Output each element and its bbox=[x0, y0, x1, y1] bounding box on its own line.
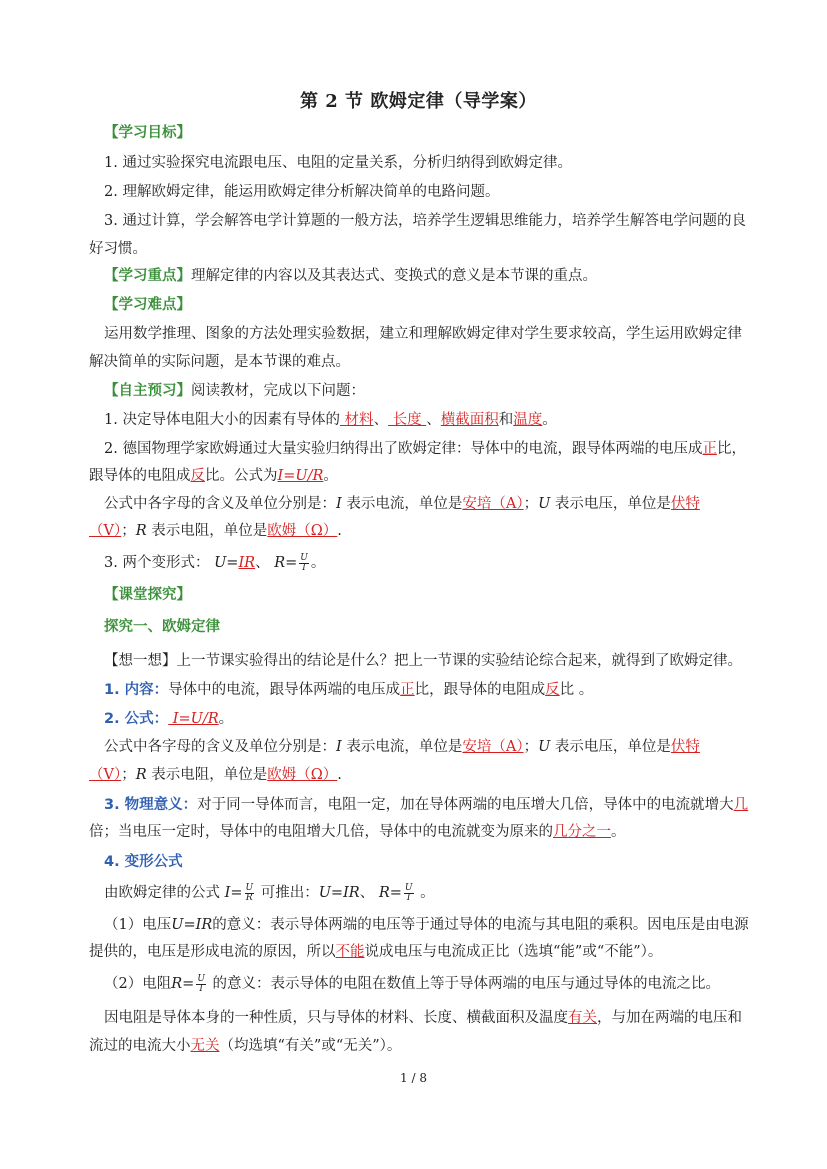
key-text: 理解定律的内容以及其表达式、变换式的意义是本节课的重点。 bbox=[191, 268, 597, 284]
think-paragraph: 【想一想】上一节课实验得出的结论是什么？把上一节课的实验结论综合起来，就得到了欧姆定律。 bbox=[104, 653, 742, 669]
c4-text: 由欧姆定律的公式 bbox=[104, 885, 225, 901]
q2-text: 比。公式为 bbox=[205, 468, 278, 484]
symbols-text: 表示电阻，单位是 bbox=[146, 523, 268, 539]
content-4 bbox=[104, 883, 435, 903]
c5-text: 的意义：表示导体两端的电压等于通过导体的电流与其电阻的乘积。因电压是由电源 bbox=[212, 917, 749, 933]
symbols-text: 表示电流，单位是 bbox=[341, 496, 463, 512]
answer-blank: 安培（A） bbox=[462, 496, 524, 512]
answer-blank: 温度 bbox=[513, 412, 543, 428]
fraction-num: U bbox=[404, 882, 413, 893]
preview-q1 bbox=[104, 410, 557, 430]
c3-text: 对于同一导体而言，电阻一定，加在导体两端的电压增大几倍，导体中的电流就增大 bbox=[197, 797, 734, 813]
goals-heading: 【学习目标】 bbox=[104, 125, 191, 141]
q1-sep: 、 bbox=[426, 412, 441, 428]
fraction-num: U bbox=[245, 882, 254, 893]
answer-blank: 伏特 bbox=[670, 739, 700, 755]
content-7 bbox=[104, 1008, 742, 1028]
symbols-text: 表示电压，单位是 bbox=[550, 739, 671, 755]
fraction-den: I bbox=[302, 562, 306, 573]
symbol-u: U bbox=[538, 739, 551, 755]
answer-blank: 几分之一 bbox=[553, 824, 611, 840]
c6-text: （2）电阻 bbox=[104, 976, 172, 992]
c4-end: 。 bbox=[415, 885, 435, 901]
answer-blank: 安培（A） bbox=[462, 739, 524, 755]
content-7-line2 bbox=[89, 1036, 401, 1056]
answer-blank: （V） bbox=[89, 523, 122, 539]
symbols-text: 公式中各字母的含义及单位分别是： bbox=[104, 739, 336, 755]
q2-text: 比， bbox=[716, 441, 746, 457]
goal-item: 1. 通过实验探究电流跟电压、电阻的定量关系，分析归纳得到欧姆定律。 bbox=[104, 155, 572, 171]
fraction-u-over-r bbox=[245, 884, 255, 903]
q1-end: 。 bbox=[542, 412, 557, 428]
answer-blank: 欧姆（Ω） bbox=[267, 767, 338, 783]
symbol-r: R bbox=[135, 767, 147, 783]
content-3 bbox=[104, 795, 748, 815]
preview-q2-line2 bbox=[89, 466, 338, 486]
content-3-line2 bbox=[89, 822, 626, 842]
explore-subheading: 探究一、欧姆定律 bbox=[104, 619, 220, 635]
answer-blank: 材料 bbox=[339, 412, 374, 428]
fraction-den: I bbox=[199, 983, 203, 994]
formula-eq: = bbox=[285, 555, 298, 571]
answer-blank: 反 bbox=[190, 468, 205, 484]
page-title: 第 2 节 欧姆定律（导学案） bbox=[300, 91, 537, 112]
symbols-text: 表示电流，单位是 bbox=[341, 739, 463, 755]
fraction-u-over-i bbox=[196, 975, 206, 994]
preview-q2 bbox=[104, 439, 746, 459]
answer-blank: 欧姆（Ω） bbox=[267, 523, 338, 539]
c7-text: 流过的电流大小 bbox=[89, 1038, 191, 1054]
goal-item: 2. 理解欧姆定律，能运用欧姆定律分析解决简单的电路问题。 bbox=[104, 184, 500, 200]
goal-item: 好习惯。 bbox=[89, 241, 147, 257]
key-heading: 【学习重点】 bbox=[104, 268, 191, 284]
symbols-text: ； bbox=[523, 496, 539, 512]
c1-text: 导体中的电流，跟导体两端的电压成 bbox=[168, 682, 401, 698]
goal-item: 3. 通过计算，学会解答电学计算题的一般方法，培养学生逻辑思维能力，培养学生解答电学问题的良 bbox=[104, 213, 746, 229]
c4-text: 、 bbox=[359, 885, 379, 901]
formula-u: U= bbox=[214, 555, 239, 571]
c7-text: 因电阻是导体本身的一种性质，只与导体的材料、长度、横截面积及温度 bbox=[104, 1010, 568, 1026]
answer-blank: 几 bbox=[733, 797, 749, 813]
c4-text: 可推出： bbox=[256, 885, 319, 901]
q1-text: 1. 决定导体电阻大小的因素有导体的 bbox=[104, 412, 340, 428]
content-5 bbox=[104, 915, 749, 935]
formula-r: R bbox=[378, 885, 390, 901]
fraction-u-over-i bbox=[299, 554, 309, 573]
page-number: 1 / 8 bbox=[400, 1071, 427, 1085]
q3-end: 。 bbox=[310, 555, 326, 571]
content-4-heading bbox=[104, 852, 183, 872]
q3-text: 3. 两个变形式： bbox=[104, 555, 215, 571]
difficulty-text: 解决简单的实际问题，是本节课的难点。 bbox=[89, 354, 350, 370]
item-label: 4. 变形公式 bbox=[104, 854, 183, 870]
item-label: 3. 物理意义： bbox=[104, 797, 198, 813]
c6-text: 的意义：表示导体的电阻在数值上等于导体两端的电压与通过导体的电流之比。 bbox=[207, 976, 721, 992]
answer-blank: 正 bbox=[702, 441, 717, 457]
formula-eq: = bbox=[230, 885, 243, 901]
answer-formula: I=U/R bbox=[277, 468, 324, 484]
answer-blank: 反 bbox=[545, 682, 560, 698]
answer-blank: 横截面积 bbox=[440, 412, 499, 428]
answer-blank: 不能 bbox=[335, 944, 365, 960]
formula-u-ir: U=IR bbox=[318, 885, 360, 901]
symbols-text: . bbox=[337, 767, 342, 783]
c7-text: （均选填“有关”或“无关”）。 bbox=[219, 1038, 402, 1054]
answer-blank: 伏特 bbox=[670, 496, 700, 512]
c2-end: 。 bbox=[218, 711, 234, 727]
symbols-text: ； bbox=[121, 523, 136, 539]
fraction-num: U bbox=[300, 552, 308, 563]
answer-blank: 无关 bbox=[190, 1038, 220, 1054]
q1-sep: 和 bbox=[498, 412, 514, 428]
formula-r: R bbox=[171, 976, 183, 992]
symbol-i: I bbox=[336, 739, 342, 755]
content-1 bbox=[104, 680, 593, 700]
symbols-text: 表示电压，单位是 bbox=[550, 496, 671, 512]
c5-text: （1）电压 bbox=[104, 917, 172, 933]
content-6 bbox=[104, 974, 720, 994]
difficulty-heading: 【学习难点】 bbox=[104, 297, 191, 313]
difficulty-text: 运用数学推理、图象的方法处理实验数据，建立和理解欧姆定律对学生要求较高，学生运用欧姆定律 bbox=[104, 326, 742, 342]
answer-formula: I=U/R bbox=[168, 711, 219, 727]
key-paragraph bbox=[104, 266, 597, 286]
c5-text: 提供的，电压是形成电流的原因，所以 bbox=[89, 944, 336, 960]
c1-text: 比，跟导体的电阻成 bbox=[414, 682, 546, 698]
answer-blank: 有关 bbox=[568, 1010, 597, 1026]
symbol-r: R bbox=[135, 523, 147, 539]
formula-eq: = bbox=[182, 976, 195, 992]
fraction-num: U bbox=[197, 973, 205, 984]
answer-blank: 正 bbox=[400, 682, 415, 698]
q3-text: 、 bbox=[255, 555, 275, 571]
c7-text: ，与加在两端的电压和 bbox=[597, 1010, 742, 1026]
q2-text: 2. 德国物理学家欧姆通过大量实验归纳得出了欧姆定律：导体中的电流，跟导体两端的电压成 bbox=[104, 441, 703, 457]
explore-symbols-line2 bbox=[89, 765, 342, 785]
explore-heading: 【课堂探究】 bbox=[104, 587, 191, 603]
symbol-u: U bbox=[538, 496, 551, 512]
symbols-text: 公式中各字母的含义及单位分别是： bbox=[104, 496, 336, 512]
q2-end: 。 bbox=[323, 468, 338, 484]
preview-symbols bbox=[104, 494, 700, 514]
formula-u-ir: U=IR bbox=[171, 917, 213, 933]
c3-text: 倍；当电压一定时，导体中的电阻增大几倍，导体中的电流就变为原来的 bbox=[89, 824, 553, 840]
q1-sep: 、 bbox=[373, 412, 389, 428]
c3-end: 。 bbox=[611, 824, 626, 840]
answer-blank: （V） bbox=[89, 767, 122, 783]
answer-blank: IR bbox=[238, 555, 256, 571]
preview-heading: 【自主预习】 bbox=[104, 383, 191, 399]
preview-symbols-line2 bbox=[89, 521, 342, 541]
formula-r: R bbox=[274, 555, 286, 571]
explore-symbols bbox=[104, 737, 700, 757]
item-label: 1. 内容： bbox=[104, 682, 169, 698]
symbol-i: I bbox=[336, 496, 342, 512]
symbols-text: ； bbox=[121, 767, 136, 783]
c1-end: 比 。 bbox=[559, 682, 594, 698]
preview-paragraph bbox=[104, 381, 365, 401]
fraction-u-over-i bbox=[404, 884, 414, 903]
preview-q3 bbox=[104, 553, 325, 573]
content-2 bbox=[104, 709, 233, 729]
symbols-text: ； bbox=[523, 739, 539, 755]
fraction-den: R bbox=[245, 892, 253, 903]
c5-text: 说成电压与电流成正比（选填“能”或“不能”）。 bbox=[364, 944, 663, 960]
formula-eq: = bbox=[389, 885, 402, 901]
content-5-line2 bbox=[89, 942, 662, 962]
item-label: 2. 公式： bbox=[104, 711, 169, 727]
symbols-text: 表示电阻，单位是 bbox=[146, 767, 268, 783]
answer-blank: 长度 bbox=[388, 412, 427, 428]
preview-intro: 阅读教材，完成以下问题： bbox=[191, 383, 365, 399]
symbols-text: . bbox=[337, 523, 342, 539]
q2-text: 跟导体的电阻成 bbox=[89, 468, 191, 484]
fraction-den: I bbox=[406, 892, 411, 903]
formula-i: I bbox=[224, 885, 231, 901]
